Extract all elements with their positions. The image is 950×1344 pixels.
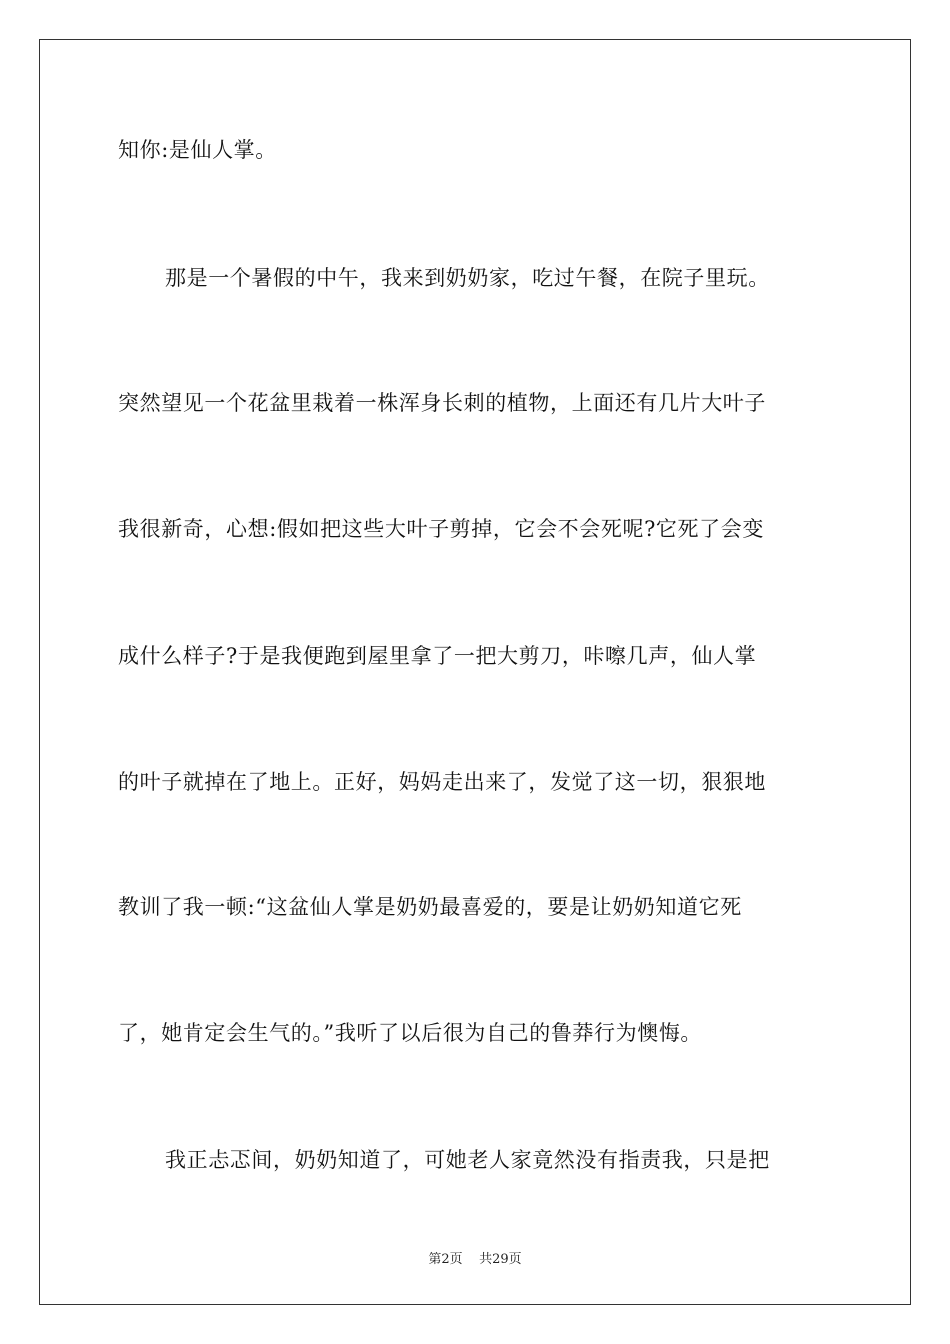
text-line-9: 我正忐忑间，奶奶知道了，可她老人家竟然没有指责我，只是把 — [165, 1148, 770, 1172]
text-line-7: 教训了我一顿:“这盆仙人掌是奶奶最喜爱的，要是让奶奶知道它死 — [118, 895, 742, 919]
text-line-6: 的叶子就掉在了地上。正好，妈妈走出来了，发觉了这一切，狠狠地 — [118, 770, 766, 794]
page-border — [39, 39, 911, 1305]
page-number: 第2页 — [428, 1252, 463, 1267]
text-line-4: 我很新奇，心想:假如把这些大叶子剪掉，它会不会死呢?它死了会变 — [118, 517, 764, 541]
text-line-2: 那是一个暑假的中午，我来到奶奶家，吃过午餐，在院子里玩。 — [165, 266, 770, 290]
page-total: 共29页 — [479, 1252, 522, 1267]
page-footer — [0, 1248, 950, 1267]
text-line-1: 知你:是仙人掌。 — [118, 138, 277, 162]
text-line-8: 了，她肯定会生气的。”我听了以后很为自己的鲁莽行为懊悔。 — [118, 1021, 703, 1045]
text-line-5: 成什么样子?于是我便跑到屋里拿了一把大剪刀，咔嚓几声，仙人掌 — [118, 644, 757, 668]
text-line-3: 突然望见一个花盆里栽着一株浑身长刺的植物，上面还有几片大叶子 — [118, 391, 766, 415]
